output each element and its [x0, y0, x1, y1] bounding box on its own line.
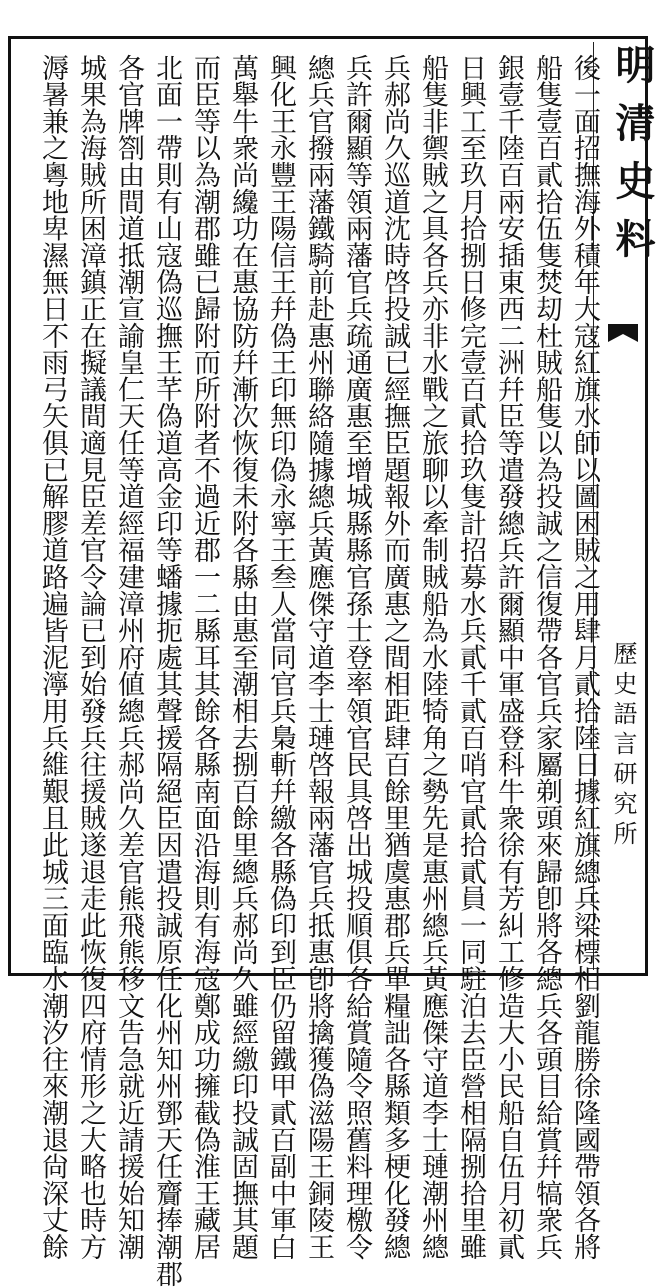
text-column: 興化王永豐王陽信王幷偽王印無印偽永寧王叁人當同官兵梟斬幷繳各縣偽印到臣仍留鐵甲貳百副中軍白: [265, 54, 296, 1261]
text-column: 總兵官撥兩藩鐵騎前赴惠州聯絡隨據總兵黃應傑守道李士璉啓報兩藩官兵抵惠卽將擒獲偽滋陽王銅陵王: [303, 54, 334, 1261]
fish-tail-mark-icon: [606, 322, 640, 344]
text-columns: [22, 54, 600, 1287]
book-title: 明清史料: [609, 44, 656, 276]
text-column: 船隻壹百貳拾伍隻焚刧杜賊船隻以為投誠之信復帶各官兵家屬剃頭來歸卽將各總兵各頭目給賞幷犒衆兵: [531, 54, 562, 1261]
text-column: 兵許爾顯等領兩藩官兵疏通廣惠至增城縣縣官孫士登率領官民具啓出城投順俱各給賞隨令照舊料理檄令: [341, 54, 372, 1261]
text-column: 而臣等以為潮郡雖已歸附而所附者不過近郡一二縣耳其餘各縣南面沿海則有海寇鄭成功擁截偽淮王藏居: [189, 54, 220, 1261]
text-frame: [14, 42, 600, 1287]
document-page: [8, 36, 656, 1287]
text-column: 北面一帶則有山寇偽巡撫王芊偽道高金印等蟠據扼處其聲援隔絕臣因遣投誠原任化州知州鄧天任齎捧潮郡: [151, 54, 182, 1287]
text-column: 銀壹千陸百兩安插東西二洲幷臣等遣發總兵許爾顯中軍盛登科牛衆徐有芳糾工修造大小民船自伍月初貳: [493, 54, 524, 1261]
text-column: 後一面招撫海外積年大寇紅旗水師以圖困賊之用肆月貳拾陸日據紅旗總兵梁標相劉龍勝徐隆國帶領各將: [569, 54, 600, 1261]
text-column: 兵郝尚久巡道沈時啓投誠已經撫臣題報外而廣惠之間相距肆百餘里猶虞惠郡兵單糧詘各縣類多梗化發總: [379, 54, 410, 1261]
text-column: 日興工至玖月拾捌日修完壹百貳拾玖隻計招募水兵貳千貳百哨官貳拾貳員一同駐泊去臣營相隔捌拾里雖: [455, 54, 486, 1261]
text-column: 各官牌劄由間道抵潮宣諭皇仁天任等道經福建漳州府値總兵郝尚久差官熊飛熊移文告急就近請援始知潮: [113, 54, 144, 1261]
text-column: 溽暑兼之粵地卑濕無日不雨弓矢俱已解膠道路遍皆泥濘用兵維艱且此城三面臨水潮汐往來潮退尙深丈餘: [37, 54, 68, 1261]
institute-name: 歷史語言研究所: [609, 641, 637, 851]
text-column: 萬舉牛衆尚纔功在惠協防幷漸次恢復未附各縣由惠至潮相去捌百餘里總兵郝尚久雖經繳印投誠固撫其題: [227, 54, 258, 1261]
text-column: 船隻非禦賊之具各兵亦非水戰之旅聊以牽制賊船為水陸犄角之勢先是惠州總兵黃應傑守道李士璉潮州總: [417, 54, 448, 1261]
page-margin: [598, 36, 656, 976]
text-column: 城果為海賊所困漳鎮正在擬議間適見臣差官令論已到始發兵往援賊遂退走此恢復四府情形之大略也時方: [75, 54, 106, 1261]
